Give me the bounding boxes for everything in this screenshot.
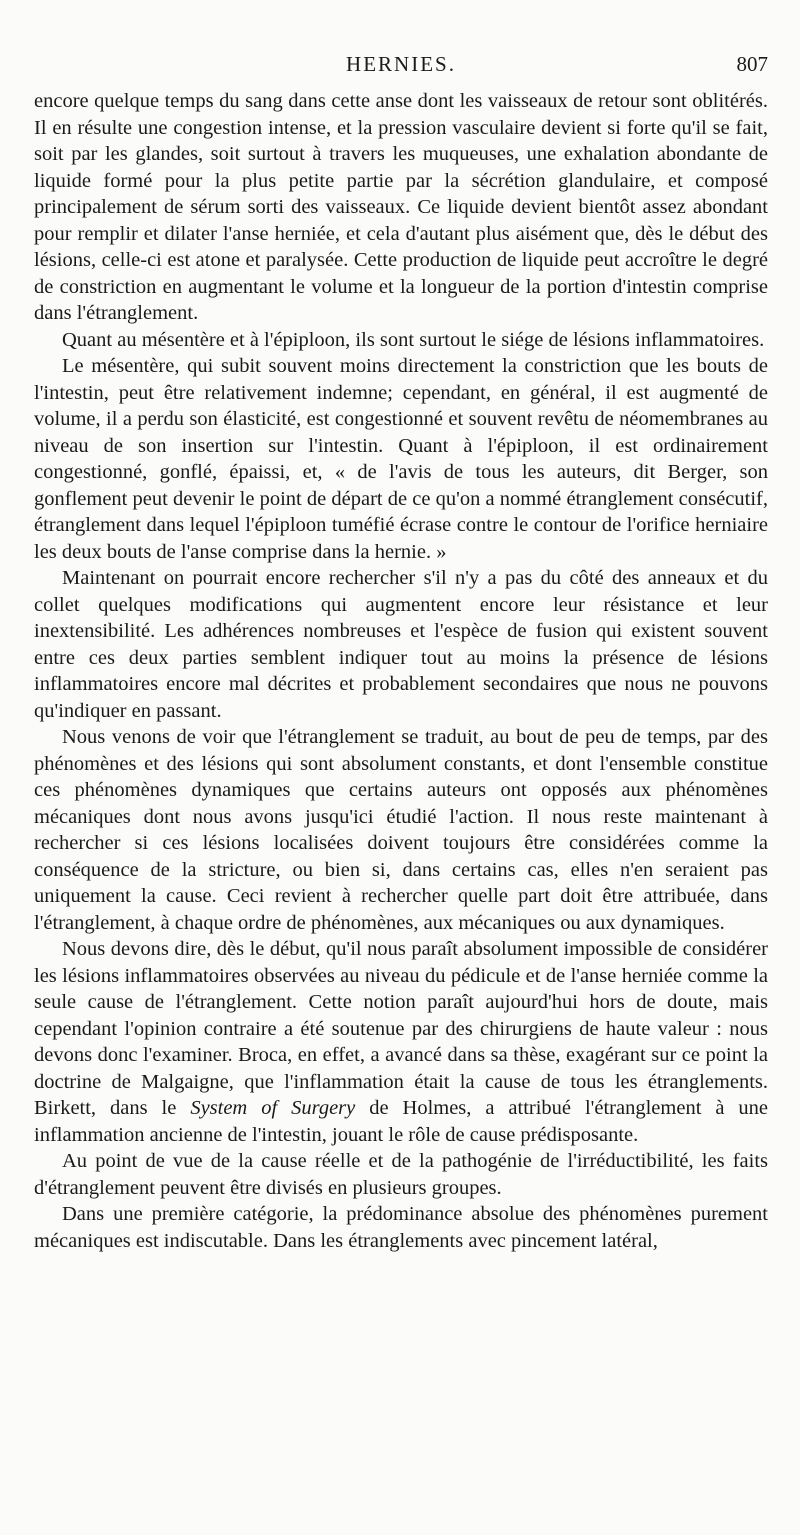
page-number: 807 [736, 52, 768, 76]
paragraph-6-text-a: Nous devons dire, dès le début, qu'il nous paraît absolument impossible de considérer les lésions inflammatoires observées au niveau du pédicule et de l'anse herniée comme la seule cause de l'étranglement. Cette notion paraît aujourd'hui hors de doute, mais cependant l'opinion contraire a été soutenue par des chirurgiens de haute valeur : nous devons donc l'examiner. Broca, en effet, a avancé dans sa thèse, exagérant sur ce point la doctrine de Malgaigne, que l'inflammation était la cause de tous les étranglements. Birkett, dans le [34, 938, 768, 1119]
paragraph-8: Dans une première catégorie, la prédominance absolue des phénomènes purement mécaniques est indiscutable. Dans les étranglements avec pincement latéral, [34, 1203, 768, 1252]
page [34, 48, 768, 1254]
paragraph-4: Maintenant on pourrait encore rechercher s'il n'y a pas du côté des anneaux et du collet quelques modifications qui augmentent encore leur résistance et leur inextensibilité. Les adhérences nombreuses et l'espèce de fusion qui existent souvent entre ces deux parties semblent indiquer tout au moins la présence de lésions inflammatoires encore mal décrites et probablement secondaires que nous ne pouvons qu'indiquer en passant. [34, 567, 768, 722]
paragraph-6 [34, 936, 768, 1148]
paragraph-2: Quant au mésentère et à l'épiploon, ils sont surtout le siége de lésions inflammatoires. [62, 328, 765, 351]
paragraph-5: Nous venons de voir que l'étranglement se traduit, au bout de peu de temps, par des phénomènes et des lésions qui sont absolument constants, et dont l'ensemble constitue ces phénomènes dynamiques que certains auteurs ont opposés aux phénomènes mécaniques dont nous avons jusqu'ici étudié l'action. Il nous reste maintenant à rechercher si ces lésions localisées doivent toujours être considérées comme la conséquence de la stricture, ou bien si, dans certains cas, elles n'en seraient pas uniquement la cause. Ceci revient à rechercher quelle part doit être attribuée, dans l'étranglement, à chaque ordre de phénomènes, aux mécaniques ou aux dynamiques. [34, 726, 768, 934]
paragraph-3: Le mésentère, qui subit souvent moins directement la constriction que les bouts de l'intestin, peut être relativement indemne; cependant, en général, il est augmenté de volume, il a perdu son élasticité, est congestionné et souvent revêtu de néomembranes au niveau de son insertion sur l'intestin. Quant à l'épiploon, il est ordinairement congestionné, gonflé, épaissi, et, « de l'avis de tous les auteurs, dit Berger, son gonflement peut devenir le point de départ de ce qu'on a nommé étranglement consécutif, étranglement dans lequel l'épiploon tuméfié écrase contre le contour de l'orifice herniaire les deux bouts de l'anse comprise dans la hernie. » [34, 355, 768, 563]
paragraph-1: encore quelque temps du sang dans cette anse dont les vaisseaux de retour sont oblitérés. Il en résulte une congestion intense, et la pression vasculaire devient si forte qu'il se fait, soit par les glandes, soit surtout à travers les muqueuses, une exhalation abondante de liquide formé pour la plus petite partie par la sécrétion glandulaire, et composé principalement de sérum sorti des vaisseaux. Ce liquide devient bientôt assez abondant pour remplir et dilater l'anse herniée, et cela d'autant plus aisément que, dès le début des lésions, celle-ci est atone et paralysée. Cette production de liquide peut accroître le degré de constriction en augmentant le volume et la longueur de la portion d'intestin comprise dans l'étranglement. [34, 90, 768, 324]
paragraph-6-text-b: de Holmes, a attribué l'étranglement à une inflammation ancienne de l'intestin, jouant le rôle de cause prédisposante. [34, 1097, 768, 1146]
paragraph-7: Au point de vue de la cause réelle et de la pathogénie de l'irréductibilité, les faits d'étranglement peuvent être divisés en plusieurs groupes. [34, 1150, 768, 1199]
book-title: System of Surgery [190, 1097, 356, 1119]
running-head [34, 48, 768, 88]
running-title: HERNIES. [346, 52, 456, 76]
